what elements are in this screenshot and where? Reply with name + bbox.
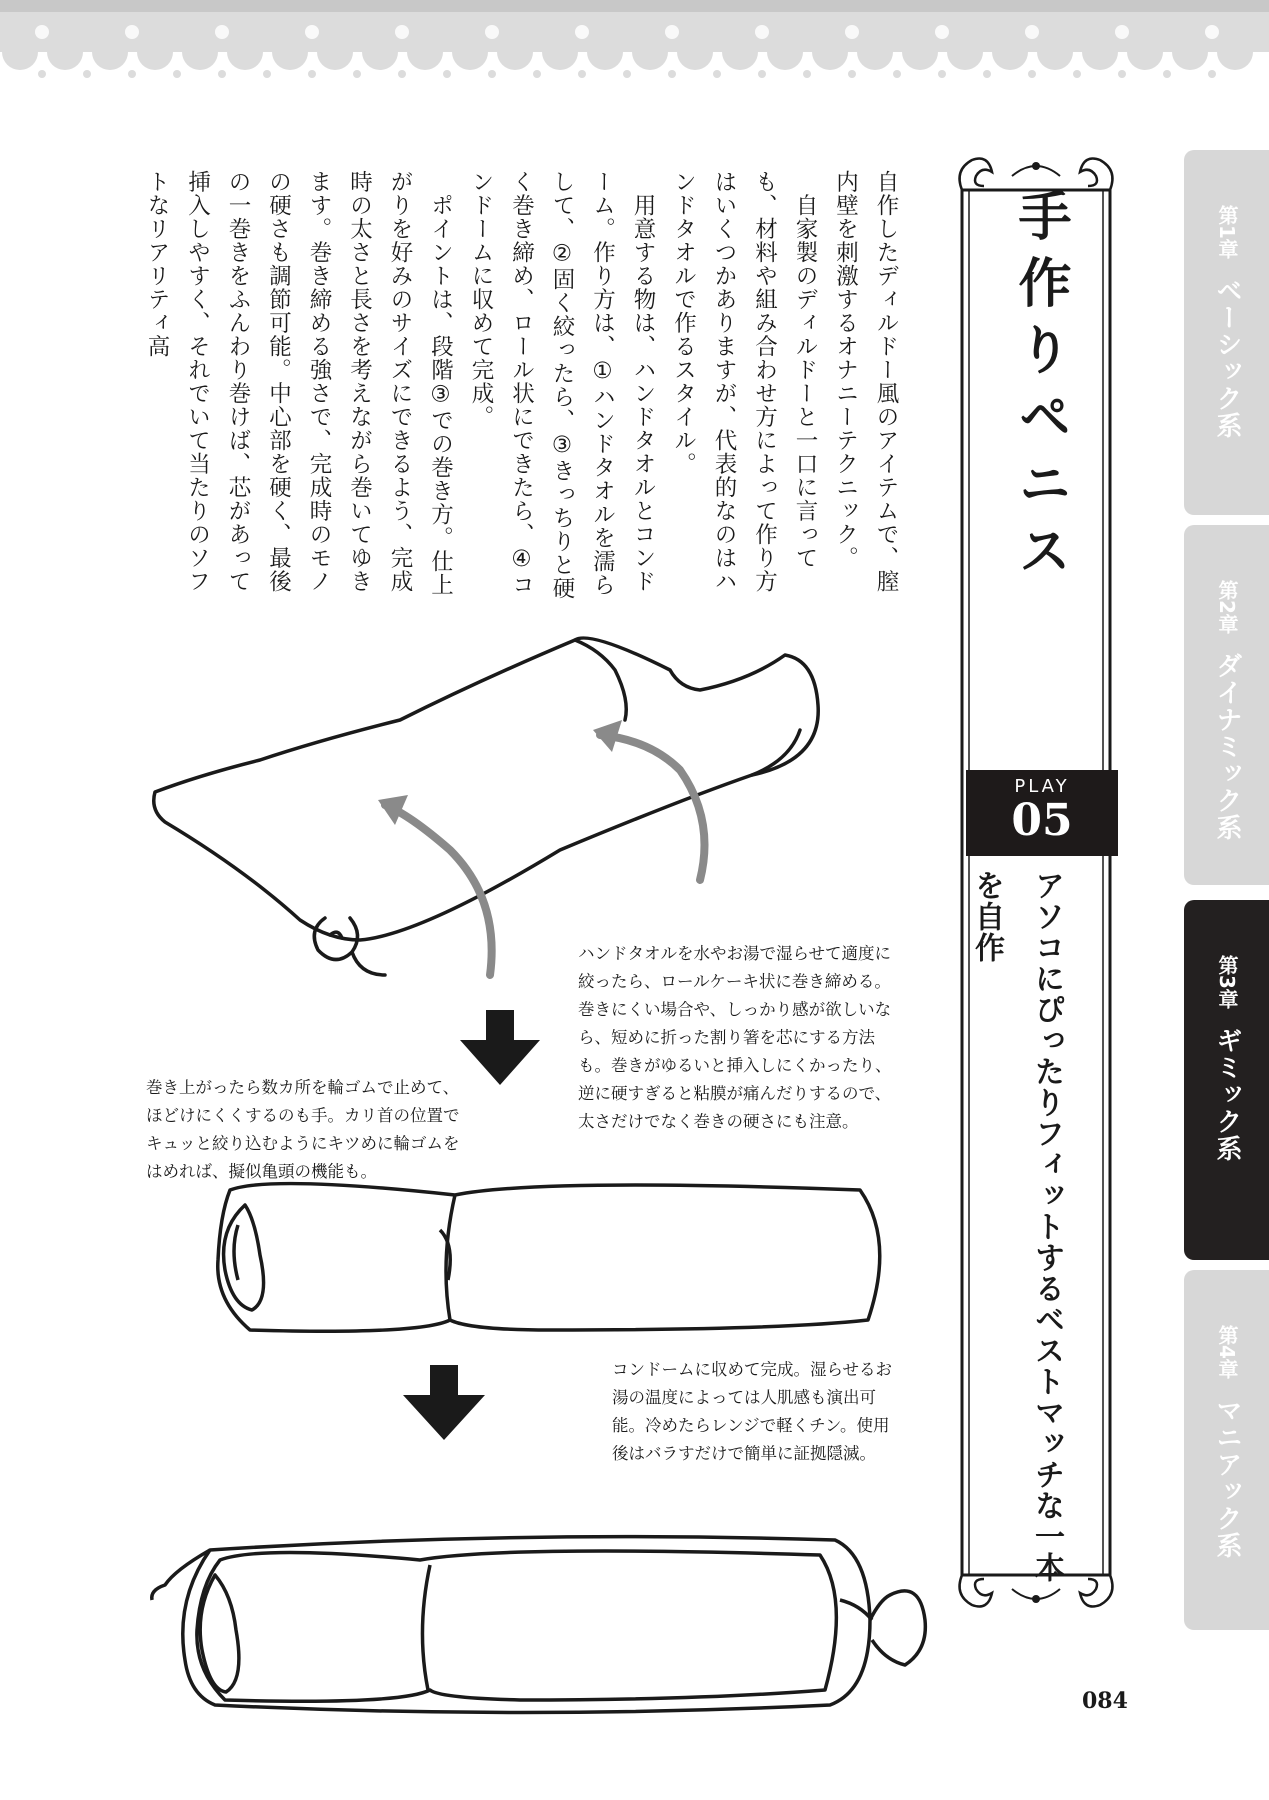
tab-chapter-4-number: 第4章 [1215,1325,1239,1379]
body-paragraph-2: 自家製のディルドーと一口に言っても、材料や組み合わせ方によって作り方はいくつかありますが、代表的なのはハンドタオルで作るスタイル。 [670,170,818,593]
down-arrow-1 [460,1010,540,1085]
down-arrow-2 [403,1365,485,1440]
roll-direction-arrows [385,735,705,975]
body-paragraph-1: 自作したディルドー風のアイテムで、膣内壁を刺激するオナニーテクニック。 [832,170,899,593]
rolled-towel-illustration [218,1184,880,1332]
tab-chapter-1-number: 第1章 [1215,205,1239,259]
body-paragraph-3: 用意する物は、ハンドタオルとコンドーム。作り方は、①ハンドタオルを濡らして、②固く絞ったら、③きっちりと硬く巻き締め、ロール状にできたら、④コンドームに収めて完成。 [468,170,656,600]
play-label: PLAY [1014,776,1070,797]
page-title: 手作りペニス [1010,188,1071,590]
finished-item-illustration [152,1537,926,1713]
tab-chapter-4-label: マニアック系 [1212,1396,1242,1559]
tab-chapter-2-label: ダイナミック系 [1212,651,1242,841]
tab-chapter-2-number: 第2章 [1215,580,1239,634]
subtitle: アソコにぴったりフィットするベストマッチな一本を自作 [969,870,1064,1583]
caption-step-3: コンドームに収めて完成。湿らせるお湯の温度によっては人肌感も演出可能。冷めたらレンジで軽くチン。使用後はバラすだけで簡単に証拠隠滅。 [612,1360,893,1464]
caption-step-2: 巻き上がったら数カ所を輪ゴムで止めて、ほどけにくくするのも手。カリ首の位置でキュッと絞り込むようにキツめに輪ゴムをはめれば、擬似亀頭の機能も。 [146,1078,460,1182]
caption-step-1: ハンドタオルを水やお湯で湿らせて適度に絞ったら、ロールケーキ状に巻き締める。巻きにくい場合や、しっかり感が欲しいなら、短めに折った割り箸を芯にする方法も。巻きがゆるいと挿入しにくかったり、逆に硬すぎると粘膜が痛んだりするので、太さだけでなく巻きの硬さにも注意。 [578,944,892,1132]
page-number: 084 [1082,1688,1128,1714]
body-paragraph-4: ポイントは、段階③での巻き方。仕上がりを好みのサイズにできるよう、完成時の太さと長さを考えながら巻いてゆきます。巻き締める強さで、完成時のモノの硬さも調節可能。中心部を硬く、最後の一巻きをふんわり巻けば、芯があって挿入しやすく、それでいて当たりのソフトなリアリティ高 [144,170,454,597]
tab-chapter-3-number: 第3章 [1215,955,1239,1009]
tab-chapter-1-label: ベーシック系 [1212,276,1242,439]
tab-chapter-3-label: ギミック系 [1212,1026,1242,1162]
play-number: 05 [1011,795,1073,846]
